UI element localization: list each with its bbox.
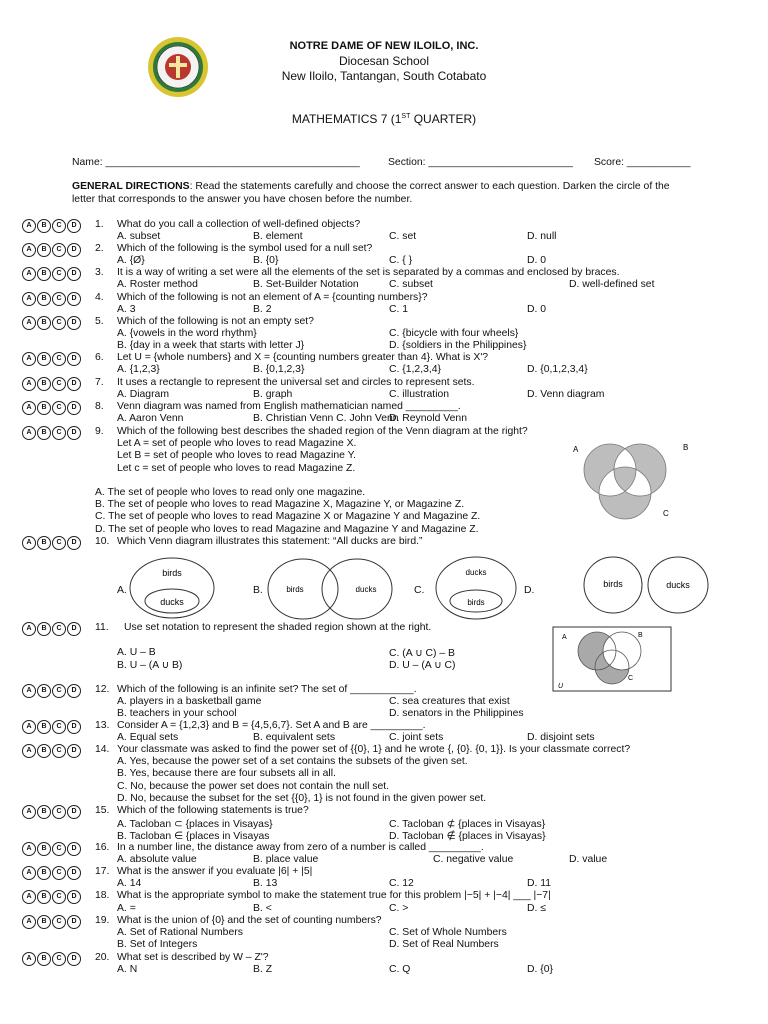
choice[interactable]: A. absolute value <box>117 854 197 865</box>
bubble-d[interactable]: D <box>67 292 81 306</box>
choices-row <box>117 964 677 977</box>
answer-bubbles-q16 <box>22 842 81 856</box>
question-text: Your classmate was asked to find the power set of {{0}, 1} and he wrote {, {0}. {0, 1}}. Is your classmate correct? <box>117 744 631 755</box>
bubble-b[interactable]: B <box>37 377 51 391</box>
q10-option-label[interactable]: A. <box>117 585 127 596</box>
answer-bubbles-q2 <box>22 243 81 257</box>
choice[interactable]: B. U – (A ∪ B) <box>117 660 183 671</box>
bubble-a[interactable]: A <box>22 684 36 698</box>
label-ducks: ducks <box>355 585 377 594</box>
q9-definition: Let c = set of people who loves to read Magazine Z. <box>117 462 356 474</box>
choice[interactable]: B. teachers in your school <box>117 708 237 719</box>
answer-bubbles-q1 <box>22 219 81 233</box>
choice[interactable]: A. = <box>117 903 136 914</box>
choice[interactable]: A. Equal sets <box>117 732 179 743</box>
exam-title: MATHEMATICS 7 (1ST QUARTER) <box>291 112 477 126</box>
bubble-b[interactable]: B <box>37 426 51 440</box>
bubble-a[interactable]: A <box>22 243 36 257</box>
choice[interactable]: B. Tacloban ∈ {places in Visayas <box>117 831 270 842</box>
question-text: Venn diagram was named from English mathematician named _________. <box>117 401 461 412</box>
question-number: 14. <box>95 744 110 755</box>
choice[interactable]: C. Q <box>389 964 411 975</box>
question-number: 17. <box>95 866 110 877</box>
answer-bubbles-q4 <box>22 292 81 306</box>
answer-bubbles-q9 <box>22 426 81 440</box>
choice[interactable]: B. graph <box>253 389 293 401</box>
bubble-b[interactable]: B <box>37 890 51 904</box>
q9-definition: Let A = set of people who loves to read Magazine X. <box>117 438 357 450</box>
bubble-b[interactable]: B <box>37 267 51 281</box>
venn-q11-label-a: A <box>562 634 567 641</box>
choice[interactable]: A. U – B <box>117 647 156 658</box>
answer-bubbles-q11 <box>22 622 81 636</box>
bubble-c[interactable]: C <box>52 720 66 734</box>
q10-diagram-c <box>434 555 518 621</box>
bubble-b[interactable]: B <box>37 952 51 966</box>
bubble-b[interactable]: B <box>37 219 51 233</box>
choices-row <box>117 279 677 292</box>
choice[interactable]: C. Set of Whole Numbers <box>389 927 507 938</box>
choice[interactable]: B. Christian Venn C. John Venn <box>253 413 399 425</box>
choice[interactable]: A. Tacloban ⊂ {places in Visayas} <box>117 819 273 830</box>
answer-bubbles-q17 <box>22 866 81 880</box>
bubble-d[interactable]: D <box>67 536 81 550</box>
bubble-d[interactable]: D <box>67 952 81 966</box>
bubble-d[interactable]: D <box>67 401 81 415</box>
answer-bubbles-q20 <box>22 952 81 966</box>
question-number: 19. <box>95 915 110 926</box>
choice[interactable]: A. {Ø} <box>117 255 145 267</box>
bubble-c[interactable]: C <box>52 622 66 636</box>
bubble-a[interactable]: A <box>22 915 36 929</box>
question-text: What set is described by W – Z'? <box>117 952 269 963</box>
bubble-a[interactable]: A <box>22 377 36 391</box>
bubble-c[interactable]: C <box>52 292 66 306</box>
question-text: What is the union of {0} and the set of counting numbers? <box>117 915 382 926</box>
question-number: 16. <box>95 842 110 853</box>
venn-diagram-q9 <box>565 438 695 528</box>
choice[interactable]: C. sea creatures that exist <box>389 696 510 707</box>
answer-bubbles-q3 <box>22 267 81 281</box>
bubble-d[interactable]: D <box>67 720 81 734</box>
bubble-b[interactable]: B <box>37 243 51 257</box>
bubble-a[interactable]: A <box>22 292 36 306</box>
choice[interactable]: C. subset <box>389 279 433 291</box>
question-number: 5. <box>95 316 104 327</box>
bubble-c[interactable]: C <box>52 684 66 698</box>
label-birds: birds <box>467 598 485 607</box>
venn-diagram-q11 <box>552 626 672 692</box>
q10-diagram-d <box>581 555 731 621</box>
choice[interactable]: D. disjoint sets <box>527 732 595 743</box>
bubble-d[interactable]: D <box>67 805 81 819</box>
choice[interactable]: A. subset <box>117 231 161 243</box>
q9-choice[interactable]: D. The set of people who loves to read Magazine and Magazine Y and Magazine Z. <box>95 523 479 535</box>
venn-label-c: C <box>663 509 669 518</box>
choice[interactable]: D. value <box>569 854 608 865</box>
choice[interactable]: D. 0 <box>527 255 547 267</box>
choice[interactable]: A. 3 <box>117 304 136 316</box>
question-text: Consider A = {1,2,3} and B = {4,5,6,7}. Set A and B are _________. <box>117 720 426 731</box>
choice[interactable]: D. 0 <box>527 304 547 316</box>
question-number: 6. <box>95 352 104 363</box>
bubble-b[interactable]: B <box>37 352 51 366</box>
label-ducks: ducks <box>160 597 184 607</box>
question-text: Which of the following is an infinite set? The set of ___________. <box>117 684 417 695</box>
venn-label-b: B <box>683 443 689 452</box>
bubble-c[interactable]: C <box>52 352 66 366</box>
question-number: 11. <box>95 622 109 633</box>
q10-diagram-a <box>128 557 218 619</box>
choice[interactable]: D. {soldiers in the Philippines} <box>389 340 527 352</box>
bubble-d[interactable]: D <box>67 377 81 391</box>
bubble-d[interactable]: D <box>67 352 81 366</box>
bubble-a[interactable]: A <box>22 401 36 415</box>
choice[interactable]: B. 2 <box>253 304 272 316</box>
choice[interactable]: C. negative value <box>433 854 514 865</box>
q9-choice[interactable]: A. The set of people who loves to read only one magazine. <box>95 487 366 498</box>
choice[interactable]: A. Roster method <box>117 279 198 291</box>
choice[interactable]: A. Set of Rational Numbers <box>117 927 243 938</box>
name-field[interactable]: Name: ____________________________________________ <box>72 157 360 168</box>
bubble-a[interactable]: A <box>22 720 36 734</box>
bubble-a[interactable]: A <box>22 744 36 758</box>
bubble-b[interactable]: B <box>37 684 51 698</box>
bubble-a[interactable]: A <box>22 890 36 904</box>
choice[interactable]: B. place value <box>253 854 319 865</box>
answer-bubbles-q12 <box>22 684 81 698</box>
bubble-b[interactable]: B <box>37 866 51 880</box>
bubble-c[interactable]: C <box>52 866 66 880</box>
choices-row <box>117 328 677 341</box>
general-directions: GENERAL DIRECTIONS: Read the statements carefully and choose the correct answer to each question. Darken the circle of the <box>72 181 670 192</box>
q14-choice[interactable]: B. Yes, because there are four subsets all in all. <box>117 768 336 780</box>
question-number: 12. <box>95 684 110 695</box>
bubble-c[interactable]: C <box>52 267 66 281</box>
question-text: What is the appropriate symbol to make the statement true for this problem |−5| + |−4| ___ |−7| <box>117 890 551 901</box>
general-directions-line2: letter that corresponds to the answer you have chosen before the number. <box>72 194 413 205</box>
choice[interactable]: A. 14 <box>117 878 142 889</box>
choice[interactable]: A. N <box>117 964 138 975</box>
bubble-c[interactable]: C <box>52 536 66 550</box>
bubble-a[interactable]: A <box>22 352 36 366</box>
question-text: What is the answer if you evaluate |6| + |5| <box>117 866 313 877</box>
question-number: 15. <box>95 805 110 816</box>
choices-row <box>117 939 677 952</box>
choice[interactable]: C. > <box>389 903 409 914</box>
choice[interactable]: D. Venn diagram <box>527 389 605 401</box>
bubble-d[interactable]: D <box>67 842 81 856</box>
question-number: 18. <box>95 890 110 901</box>
choice[interactable]: B. 13 <box>253 878 278 889</box>
bubble-b[interactable]: B <box>37 744 51 758</box>
question-text: It is a way of writing a set were all the elements of the set is separated by a commas and enclosed by braces. <box>117 267 620 278</box>
choice[interactable]: B. equivalent sets <box>253 732 336 743</box>
choice[interactable]: D. Reynold Venn <box>389 413 467 425</box>
answer-bubbles-q5 <box>22 316 81 330</box>
question-number: 8. <box>95 401 104 412</box>
question-number: 10. <box>95 536 110 547</box>
bubble-d[interactable]: D <box>67 684 81 698</box>
bubble-d[interactable]: D <box>67 316 81 330</box>
venn-q11-label-u: U <box>558 683 564 690</box>
q10-option-label[interactable]: B. <box>253 585 263 596</box>
question-number: 9. <box>95 426 104 437</box>
bubble-a[interactable]: A <box>22 219 36 233</box>
bubble-a[interactable]: A <box>22 316 36 330</box>
question-text: Which of the following is the symbol used for a null set? <box>117 243 373 254</box>
choice[interactable]: D. ≤ <box>527 903 546 914</box>
label-ducks: ducks <box>465 568 487 577</box>
q10-option-label[interactable]: C. <box>414 585 425 596</box>
bubble-c[interactable]: C <box>52 890 66 904</box>
bubble-c[interactable]: C <box>52 842 66 856</box>
q9-definition: Let B = set of people who loves to read Magazine Y. <box>117 450 357 462</box>
q10-diagram-b <box>265 557 397 621</box>
bubble-d[interactable]: D <box>67 267 81 281</box>
bubble-c[interactable]: C <box>52 219 66 233</box>
bubble-c[interactable]: C <box>52 805 66 819</box>
q14-choice[interactable]: D. No, because the subset for the set {{0}, 1} is not found in the given power set. <box>117 792 487 804</box>
choice[interactable]: D. senators in the Philippines <box>389 708 524 719</box>
bubble-d[interactable]: D <box>67 243 81 257</box>
bubble-b[interactable]: B <box>37 805 51 819</box>
answer-bubbles-q14 <box>22 744 81 758</box>
bubble-a[interactable]: A <box>22 952 36 966</box>
question-text: Let U = {whole numbers} and X = {counting numbers greater than 4}. What is X'? <box>117 352 489 363</box>
choice[interactable]: B. {0,1,2,3} <box>253 364 305 376</box>
question-text: In a number line, the distance away from zero of a number is called _________. <box>117 842 484 853</box>
q14-choice[interactable]: C. No, because the power set does not contain the null set. <box>117 780 390 792</box>
choice[interactable]: C. Tacloban ⊄ {places in Visayas} <box>389 819 546 830</box>
bubble-c[interactable]: C <box>52 952 66 966</box>
answer-bubbles-q18 <box>22 890 81 904</box>
bubble-a[interactable]: A <box>22 622 36 636</box>
bubble-a[interactable]: A <box>22 866 36 880</box>
q14-choice[interactable]: A. Yes, because the power set of a set contains the subsets of the given set. <box>117 756 468 768</box>
label-birds: birds <box>603 579 623 589</box>
choice[interactable]: D. {0} <box>527 964 553 975</box>
choice[interactable]: B. {day in a week that starts with letter J} <box>117 340 305 352</box>
answer-bubbles-q13 <box>22 720 81 734</box>
bubble-a[interactable]: A <box>22 805 36 819</box>
bubble-b[interactable]: B <box>37 622 51 636</box>
choices-row <box>117 364 677 377</box>
answer-bubbles-q7 <box>22 377 81 391</box>
choice[interactable]: D. well-defined set <box>569 279 655 291</box>
choice[interactable]: D. {0,1,2,3,4} <box>527 364 588 376</box>
school-address: New Iloilo, Tantangan, South Cotabato <box>281 69 487 83</box>
question-text: Which of the following is not an empty set? <box>117 316 314 327</box>
bubble-b[interactable]: B <box>37 401 51 415</box>
bubble-a[interactable]: A <box>22 536 36 550</box>
choice[interactable]: C. (A ∪ C) – B <box>389 648 455 659</box>
bubble-c[interactable]: C <box>52 426 66 440</box>
choice[interactable]: A. {1,2,3} <box>117 364 160 376</box>
choices-row <box>117 340 677 353</box>
answer-bubbles-q8 <box>22 401 81 415</box>
question-number: 7. <box>95 377 104 388</box>
answer-bubbles-q15 <box>22 805 81 819</box>
choice[interactable]: D. 11 <box>527 878 552 889</box>
bubble-d[interactable]: D <box>67 219 81 233</box>
question-number: 3. <box>95 267 104 278</box>
bubble-a[interactable]: A <box>22 842 36 856</box>
bubble-b[interactable]: B <box>37 720 51 734</box>
question-text: What do you call a collection of well-defined objects? <box>117 219 361 230</box>
bubble-c[interactable]: C <box>52 401 66 415</box>
bubble-c[interactable]: C <box>52 243 66 257</box>
choice[interactable]: B. < <box>253 903 272 914</box>
bubble-c[interactable]: C <box>52 377 66 391</box>
choice[interactable]: B. Set of Integers <box>117 939 198 950</box>
question-number: 1. <box>95 219 104 230</box>
choice[interactable]: D. Set of Real Numbers <box>389 939 499 950</box>
choice[interactable]: B. element <box>253 231 303 243</box>
choice[interactable]: C. joint sets <box>389 732 444 743</box>
choice[interactable]: D. U – (A ∪ C) <box>389 660 456 671</box>
bubble-d[interactable]: D <box>67 866 81 880</box>
choice[interactable]: D. Tacloban ∉ {places in Visayas} <box>389 831 546 842</box>
school-name: NOTRE DAME OF NEW ILOILO, INC. <box>289 40 479 52</box>
choice[interactable]: C. {bicycle with four wheels} <box>389 328 519 340</box>
choice[interactable]: B. Z <box>253 964 273 975</box>
label-birds: birds <box>162 568 182 578</box>
bubble-b[interactable]: B <box>37 292 51 306</box>
q9-choice[interactable]: B. The set of people who loves to read Magazine X, Magazine Y, or Magazine Z. <box>95 499 465 511</box>
label-birds: birds <box>286 585 304 594</box>
question-text: Which of the following best describes the shaded region of the Venn diagram at the right? <box>117 426 528 437</box>
question-number: 13. <box>95 720 110 731</box>
venn-q11-label-c: C <box>628 675 634 682</box>
question-number: 20. <box>95 952 110 963</box>
choice[interactable]: B. Set-Builder Notation <box>253 279 359 291</box>
school-type: Diocesan School <box>338 54 430 68</box>
question-text: Which Venn diagram illustrates this statement: “All ducks are bird.” <box>117 536 423 547</box>
bubble-c[interactable]: C <box>52 316 66 330</box>
question-text: Which of the following is not an element of A = {counting numbers}? <box>117 292 428 303</box>
bubble-a[interactable]: A <box>22 426 36 440</box>
bubble-d[interactable]: D <box>67 426 81 440</box>
choice[interactable]: A. players in a basketball game <box>117 696 262 707</box>
question-number: 4. <box>95 292 104 303</box>
question-number: 2. <box>95 243 104 254</box>
choice[interactable]: C. 12 <box>389 878 414 889</box>
choice[interactable]: C. illustration <box>389 389 450 401</box>
bubble-d[interactable]: D <box>67 890 81 904</box>
q9-choice[interactable]: C. The set of people who loves to read Magazine X or Magazine Y and Magazine Z. <box>95 511 481 523</box>
choice[interactable]: A. Aaron Venn <box>117 413 184 425</box>
bubble-d[interactable]: D <box>67 744 81 758</box>
answer-bubbles-q19 <box>22 915 81 929</box>
bubble-b[interactable]: B <box>37 316 51 330</box>
choice[interactable]: C. { } <box>389 255 413 267</box>
choice[interactable]: B. {0} <box>253 255 279 267</box>
bubble-b[interactable]: B <box>37 842 51 856</box>
choice[interactable]: D. null <box>527 231 557 243</box>
section-field[interactable]: Section: _________________________ <box>388 157 573 168</box>
bubble-b[interactable]: B <box>37 915 51 929</box>
venn-q11-label-b: B <box>638 632 643 639</box>
bubble-a[interactable]: A <box>22 267 36 281</box>
choices-row <box>117 413 677 426</box>
venn-label-a: A <box>573 445 579 454</box>
choice[interactable]: A. {vowels in the word rhythm} <box>117 328 257 340</box>
question-text: It uses a rectangle to represent the universal set and circles to represent sets. <box>117 377 475 388</box>
score-field[interactable]: Score: ___________ <box>594 157 691 168</box>
choice[interactable]: C. {1,2,3,4} <box>389 364 441 376</box>
bubble-b[interactable]: B <box>37 536 51 550</box>
label-ducks: ducks <box>666 580 690 590</box>
bubble-d[interactable]: D <box>67 622 81 636</box>
bubble-c[interactable]: C <box>52 744 66 758</box>
bubble-d[interactable]: D <box>67 915 81 929</box>
answer-bubbles-q10 <box>22 536 81 550</box>
choice[interactable]: C. 1 <box>389 304 409 316</box>
question-text: Which of the following statements is true? <box>117 805 309 816</box>
q10-option-label[interactable]: D. <box>524 585 535 596</box>
answer-bubbles-q6 <box>22 352 81 366</box>
choice[interactable]: C. set <box>389 231 417 243</box>
question-text: Use set notation to represent the shaded region shown at the right. <box>124 622 432 633</box>
bubble-c[interactable]: C <box>52 915 66 929</box>
choice[interactable]: A. Diagram <box>117 389 169 401</box>
